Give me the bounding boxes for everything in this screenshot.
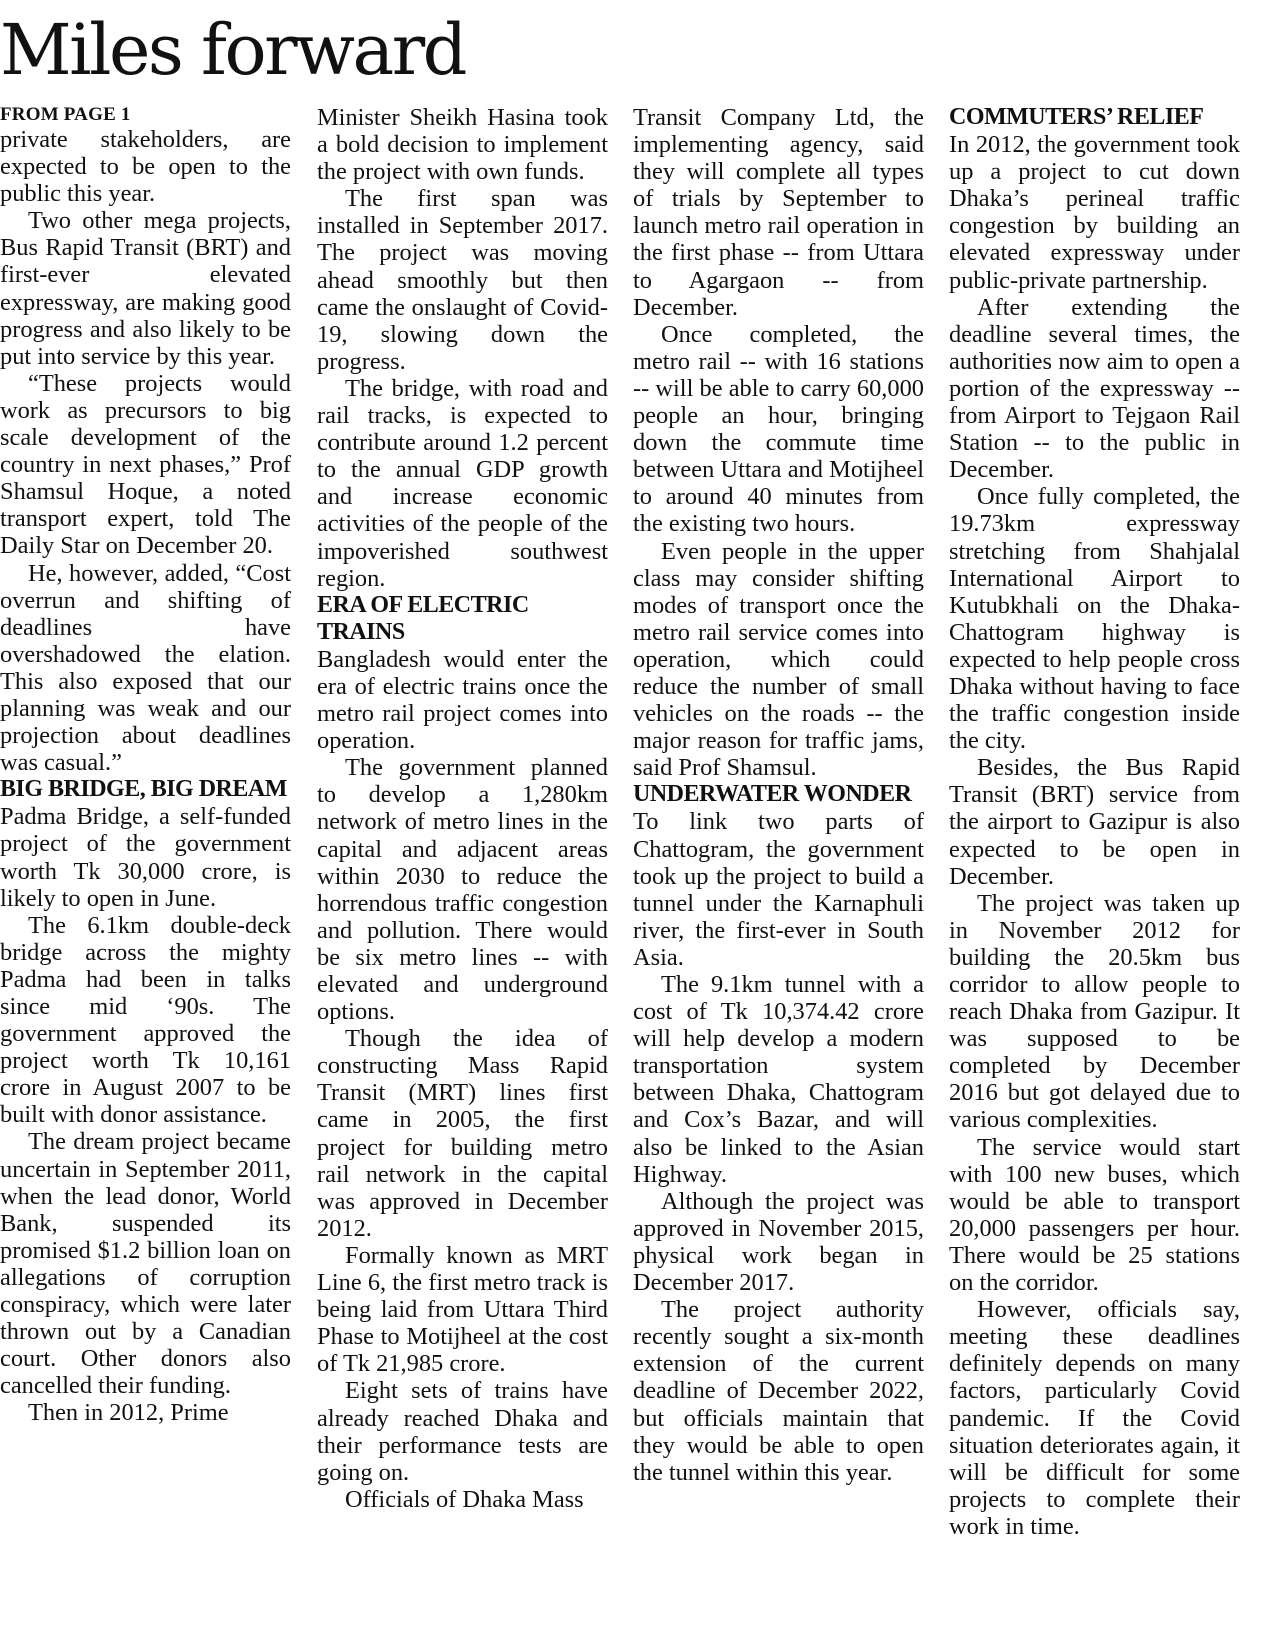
paragraph: He, however, added, “Cost overrun and shifting of deadlines have overshadowed the elation. This also exposed that our planning was weak and our projection about deadlines was casual.” — [0, 559, 291, 777]
paragraph: After extending the deadline several times, the authorities now aim to open a portion of the expressway -- from Airport to Tejgaon Rail Station -- to the public in December. — [949, 293, 1240, 484]
paragraph: Eight sets of trains have already reached Dhaka and their performance tests are going on. — [317, 1377, 608, 1486]
paragraph: Once fully completed, the 19.73km expressway stretching from Shahjalal International Airport to Kutubkhali on the Dhaka-Chattogram highway is expected to help people cross Dhaka without having to face the traffic congestion inside the city. — [949, 483, 1240, 755]
paragraph: The first span was installed in September 2017. The project was moving ahead smoothly but then came the onslaught of Covid-19, slowing down the progress. — [317, 185, 608, 375]
paragraph: The dream project became uncertain in September 2011, when the lead donor, World Bank, suspended its promised $1.2 billion loan on allegations of corruption conspiracy, which were later thrown out by a Canadian court. Other donors also cancelled their funding. — [0, 1128, 291, 1400]
paragraph: Padma Bridge, a self-funded project of the government worth Tk 30,000 crore, is likely to open in June. — [0, 803, 291, 912]
paragraph: “These projects would work as precursors to big scale development of the country in next phases,” Prof Shamsul Hoque, a noted transport expert, told The Daily Star on December 20. — [0, 369, 291, 560]
paragraph: Once completed, the metro rail -- with 16 stations -- will be able to carry 60,000 people an hour, bringing down the commute time between Uttara and Motijheel to around 40 minutes from the existing two hours. — [633, 320, 924, 538]
paragraph: Although the project was approved in November 2015, physical work began in December 2017. — [633, 1187, 924, 1297]
paragraph: The government planned to develop a 1,280km network of metro lines in the capital and adjacent areas within 2030 to reduce the horrendous traffic congestion and pollution. There would be six metro lines -- with elevated and underground options. — [317, 754, 608, 1026]
paragraph: The service would start with 100 new buses, which would be able to transport 20,000 passengers per hour. There would be 25 stations on the corridor. — [949, 1133, 1240, 1297]
article-column-3 — [633, 104, 924, 1624]
paragraph: Two other mega projects, Bus Rapid Transit (BRT) and first-ever elevated expressway, are making good progress and also likely to be put into service by this year. — [0, 207, 291, 370]
paragraph: Transit Company Ltd, the implementing agency, said they will complete all types of trials by September to launch metro rail operation in the first phase -- from Uttara to Agargaon -- from December. — [633, 104, 924, 321]
paragraph: Though the idea of constructing Mass Rapid Transit (MRT) lines first came in 2005, the first project for building metro rail network in the capital was approved in December 2012. — [317, 1025, 608, 1242]
paragraph: The project was taken up in November 2012 for building the 20.5km bus corridor to allow people to reach Dhaka from Gazipur. It was supposed to be completed by December 2016 but got delayed due to various complexities. — [949, 889, 1240, 1134]
article-column-1 — [0, 104, 291, 1624]
paragraph: Officials of Dhaka Mass — [345, 1485, 584, 1513]
paragraph: Even people in the upper class may consider shifting modes of transport once the metro rail service comes into operation, which could reduce the number of small vehicles on the roads -- the major reason for traffic jams, said Prof Shamsul. — [633, 537, 924, 782]
subheading: ERA OF ELECTRIC TRAINS — [317, 591, 529, 645]
paragraph: Formally known as MRT Line 6, the first metro track is being laid from Uttara Third Phase to Motijheel at the cost of Tk 21,985 crore. — [317, 1241, 608, 1378]
paragraph: private stakeholders, are expected to be open to the public this year. — [0, 126, 291, 208]
jump-label: FROM PAGE 1 — [0, 104, 131, 125]
paragraph: However, officials say, meeting these deadlines definitely depends on many factors, particularly Covid pandemic. If the Covid situation deteriorates again, it will be difficult for some projects to complete their work in time. — [949, 1296, 1240, 1540]
paragraph: To link two parts of Chattogram, the government took up the project to build a tunnel under the Karnaphuli river, the first-ever in South Asia. — [633, 808, 924, 971]
headline: Miles forward — [0, 9, 465, 91]
article-column-4 — [949, 104, 1240, 1624]
subheading: COMMUTERS’ RELIEF — [949, 104, 1204, 130]
paragraph: The 9.1km tunnel with a cost of Tk 10,374.42 crore will help develop a modern transportation system between Dhaka, Chattogram and Cox’s Bazar, and will also be linked to the Asian Highway. — [633, 971, 924, 1188]
paragraph: The bridge, with road and rail tracks, is expected to contribute around 1.2 percent to the annual GDP growth and increase economic activities of the people of the impoverished southwest region. — [317, 374, 608, 592]
article-column-2 — [317, 104, 608, 1624]
paragraph: The 6.1km double-deck bridge across the mighty Padma had been in talks since mid ‘90s. The government approved the project worth Tk 10,161 crore in August 2007 to be built with donor assistance. — [0, 911, 291, 1129]
paragraph: Besides, the Bus Rapid Transit (BRT) service from the airport to Gazipur is also expected to be open in December. — [949, 754, 1240, 890]
paragraph: In 2012, the government took up a project to cut down Dhaka’s perineal traffic congestion by building an elevated expressway under public-private partnership. — [949, 131, 1240, 294]
subheading: BIG BRIDGE, BIG DREAM — [0, 776, 287, 803]
paragraph: Then in 2012, Prime — [28, 1399, 229, 1427]
paragraph: Minister Sheikh Hasina took a bold decision to implement the project with own funds. — [317, 104, 608, 186]
paragraph: The project authority recently sought a six-month extension of the current deadline of December 2022, but officials maintain that they would be able to open the tunnel within this year. — [633, 1296, 924, 1486]
subheading: UNDERWATER WONDER — [633, 781, 912, 808]
paragraph: Bangladesh would enter the era of electric trains once the metro rail project comes into operation. — [317, 645, 608, 755]
